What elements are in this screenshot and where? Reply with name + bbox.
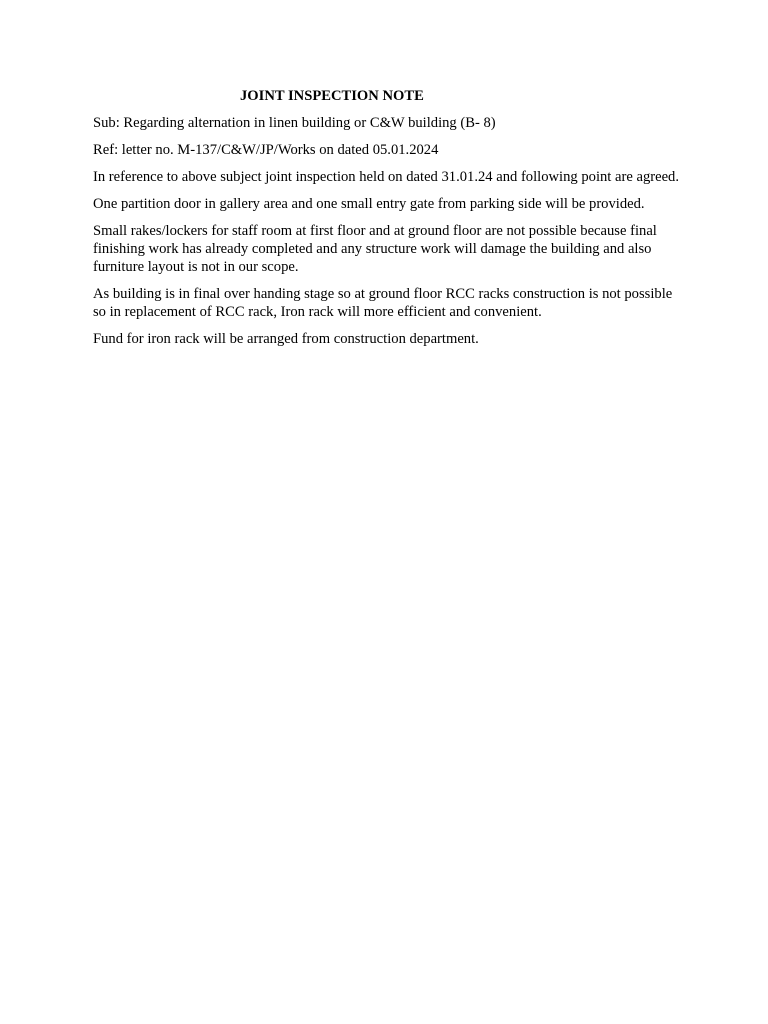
document-title: JOINT INSPECTION NOTE: [240, 88, 424, 104]
reference-line: Ref: letter no. M-137/C&W/JP/Works on dated 05.01.2024: [93, 142, 439, 158]
paragraph-rakes-lockers: Small rakes/lockers for staff room at first floor and at ground floor are not possible because final finishing work has already completed and any structure work will damage the building and also furniture layout is not in our scope.: [93, 223, 657, 275]
paragraph-inspection-held: In reference to above subject joint inspection held on dated 31.01.24 and following point are agreed.: [93, 169, 679, 185]
paragraph-fund-iron-rack: Fund for iron rack will be arranged from construction department.: [93, 331, 479, 347]
paragraph-partition-door: One partition door in gallery area and one small entry gate from parking side will be provided.: [93, 196, 645, 212]
document-body: [93, 87, 683, 357]
paragraph-rcc-racks: As building is in final over handing stage so at ground floor RCC racks construction is not possible so in replacement of RCC rack, Iron rack will more efficient and convenient.: [93, 286, 673, 320]
subject-line: Sub: Regarding alternation in linen building or C&W building (B- 8): [93, 115, 496, 131]
